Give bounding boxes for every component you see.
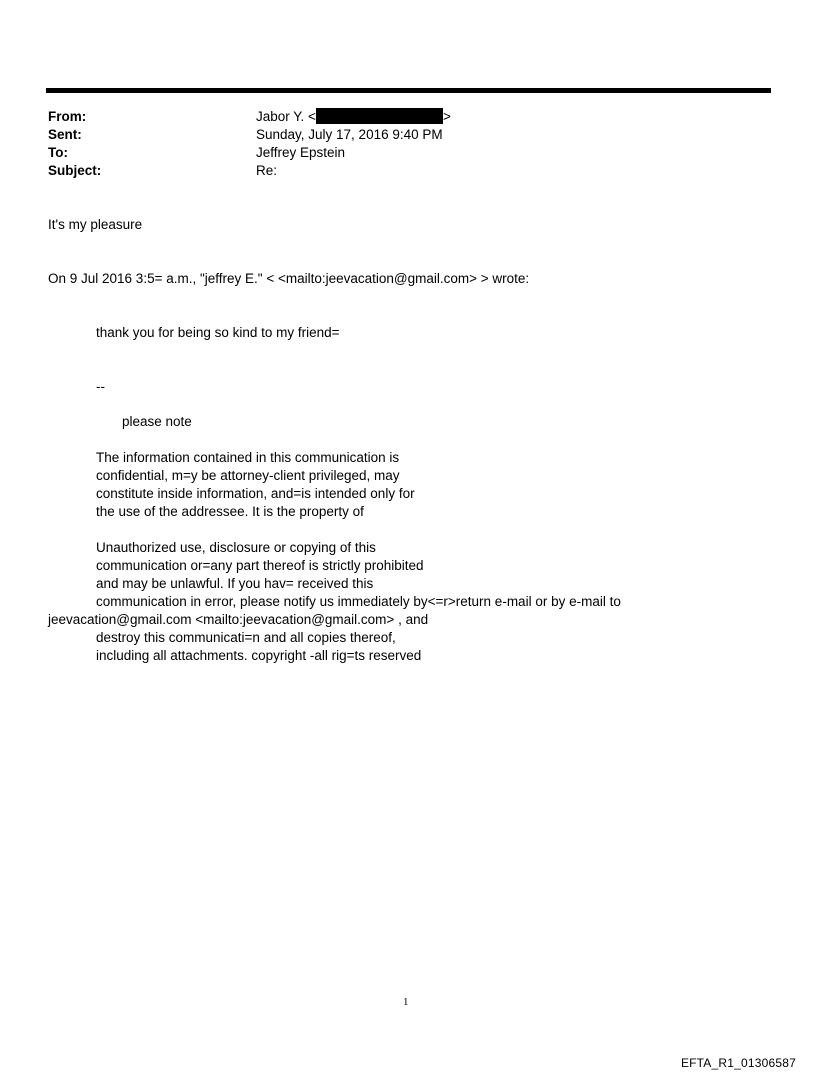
quote-intro: On 9 Jul 2016 3:5= a.m., "jeffrey E." < <mailto:jeevacation@gmail.com> > wrote: bbox=[48, 271, 530, 286]
disclaimer-email-line: jeevacation@gmail.com <mailto:jeevacation@gmail.com> , and bbox=[48, 612, 429, 627]
disclaimer-line: The information contained in this communication is bbox=[96, 450, 400, 465]
sent-value: Sunday, July 17, 2016 9:40 PM bbox=[256, 127, 443, 142]
from-label: From: bbox=[48, 109, 87, 124]
from-close-bracket: > bbox=[442, 109, 451, 124]
subject-row bbox=[48, 162, 451, 180]
sent-row bbox=[48, 126, 451, 144]
header-rule bbox=[46, 88, 771, 93]
disclaimer-line: and may be unlawful. If you hav= received this bbox=[96, 576, 374, 591]
document-id: EFTA_R1_01306587 bbox=[680, 1056, 796, 1070]
email-header bbox=[48, 108, 451, 180]
from-row bbox=[48, 108, 451, 126]
reply-text: It's my pleasure bbox=[48, 217, 143, 232]
disclaimer-paragraph-1 bbox=[96, 449, 415, 521]
disclaimer-line: the use of the addressee. It is the property of bbox=[96, 504, 364, 519]
disclaimer-line: communication or=any part thereof is strictly prohibited bbox=[96, 558, 424, 573]
disclaimer-paragraph-2 bbox=[48, 539, 621, 665]
disclaimer-line: constitute inside information, and=is intended only for bbox=[96, 486, 415, 501]
to-row bbox=[48, 144, 451, 162]
redaction-box bbox=[316, 108, 443, 124]
disclaimer-line: communication in error, please notify us immediately by<=r>return e-mail or by e-mail to bbox=[96, 594, 621, 609]
from-value bbox=[256, 108, 451, 126]
disclaimer-line: including all attachments. copyright -all rig=ts reserved bbox=[96, 648, 422, 663]
from-name: Jabor Y. < bbox=[256, 109, 316, 124]
please-note: please note bbox=[122, 414, 192, 429]
to-label: To: bbox=[48, 145, 68, 160]
disclaimer-line: confidential, m=y be attorney-client privileged, may bbox=[96, 468, 400, 483]
signature-separator: -- bbox=[96, 379, 105, 394]
page-number: 1 bbox=[403, 996, 409, 1008]
sent-label: Sent: bbox=[48, 127, 82, 142]
quoted-message: thank you for being so kind to my friend= bbox=[96, 325, 340, 340]
subject-value: Re: bbox=[256, 163, 278, 178]
to-value: Jeffrey Epstein bbox=[256, 145, 346, 160]
subject-label: Subject: bbox=[48, 163, 102, 178]
disclaimer-line: Unauthorized use, disclosure or copying of this bbox=[96, 540, 376, 555]
disclaimer-line: destroy this communicati=n and all copies thereof, bbox=[96, 630, 396, 645]
